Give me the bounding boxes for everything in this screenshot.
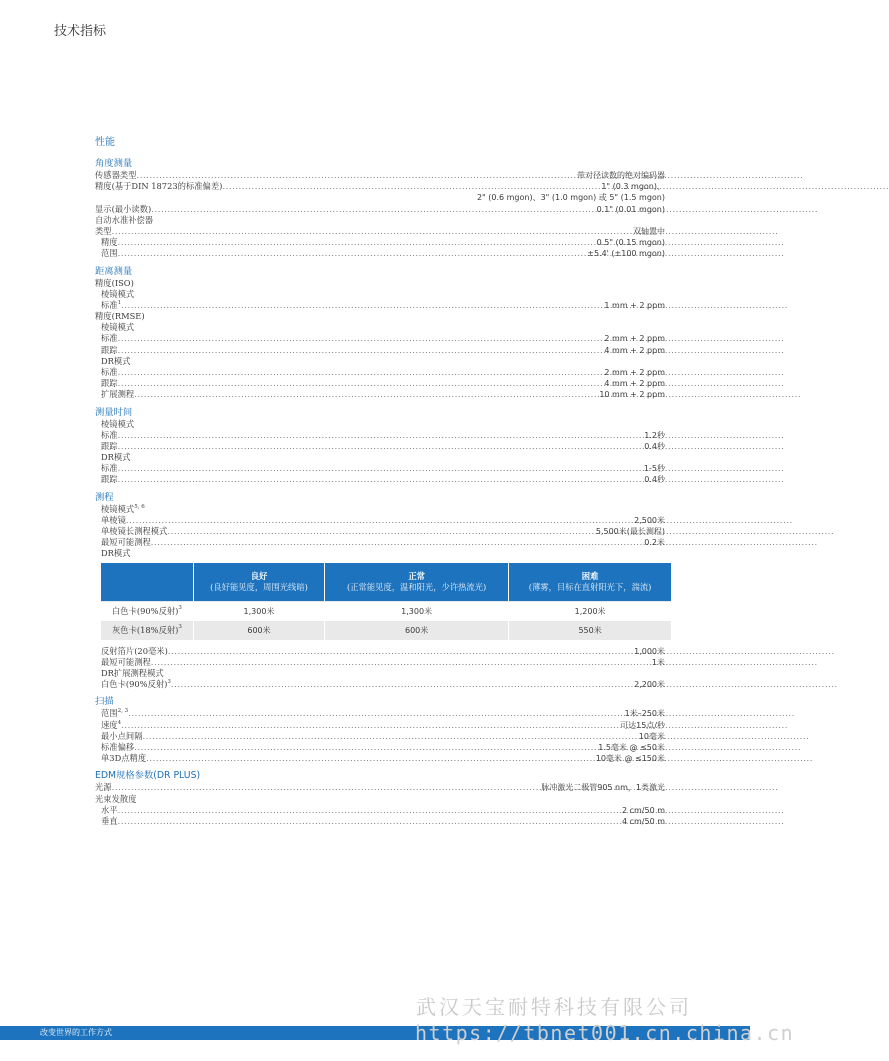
spec-label [101, 526, 167, 537]
footer-text: 改变世界的工作方式 [40, 1028, 112, 1037]
spec-label [95, 226, 112, 237]
spec-label [101, 657, 151, 668]
spec-value: 可达15点/秒 [620, 720, 665, 730]
spec-label [95, 204, 151, 215]
spec-subheading-text: 棱镜模式 [101, 503, 135, 514]
spec-label [101, 679, 171, 690]
dot-leader [118, 345, 605, 356]
spec-label-text: 水平 [101, 804, 118, 815]
spec-label [101, 816, 118, 827]
spec-label [101, 378, 118, 389]
spec-label-text: 跟踪 [101, 474, 118, 485]
spec-row [95, 204, 665, 215]
spec-subheading [95, 668, 665, 679]
spec-section [95, 407, 665, 486]
spec-value: 10毫米 [638, 731, 665, 741]
spec-label-text: 跟踪 [101, 440, 118, 451]
page-title: 技术指标 [54, 24, 107, 39]
spec-label-text: 最短可能测程 [101, 656, 151, 667]
spec-label-text: 反射箔片(20毫米) [101, 645, 168, 656]
table-cell: 1,200米 [509, 601, 671, 621]
spec-subheading-text: 自动水准补偿器 [95, 214, 154, 225]
spec-value: 4 mm + 2 ppm [604, 345, 665, 355]
spec-value: 0.2米 [644, 538, 665, 548]
spec-subheading-text: 精度(ISO) [95, 277, 134, 288]
spec-label-text: 标准 [101, 366, 118, 377]
spec-label [101, 537, 151, 548]
spec-label-text: 光源 [95, 782, 112, 793]
spec-row [95, 237, 665, 248]
spec-label [101, 708, 128, 719]
dot-leader [118, 805, 622, 816]
dot-leader [128, 708, 625, 719]
spec-label-text: 类型 [95, 225, 112, 236]
spec-label-text: 精度(基于DIN 18723的标准偏差) [95, 181, 223, 192]
dot-leader [171, 679, 634, 690]
section-title: 角度测量 [95, 158, 133, 169]
dot-leader [134, 389, 599, 400]
section-title: 测程 [95, 491, 114, 503]
spec-value: 2 cm/50 m [621, 805, 665, 815]
dot-leader [151, 537, 644, 548]
footnote-mark: 3 [178, 605, 182, 612]
spec-subheading [95, 504, 665, 515]
spec-label-text: 标准偏移 [101, 741, 135, 752]
spec-row [95, 515, 665, 526]
spec-row [95, 333, 665, 344]
spec-value: 脉冲激光二极管905 nm，1类激光 [541, 783, 665, 793]
spec-subheading-text: DR扩展测程模式 [101, 668, 164, 678]
dot-leader [118, 441, 645, 452]
section-title: 测量时间 [95, 406, 133, 418]
header-title: 正常 [408, 570, 425, 581]
spec-label [101, 345, 118, 356]
spec-label-text: 传感器类型 [95, 169, 137, 180]
company-watermark: 武汉天宝耐特科技有限公司 [416, 995, 692, 1019]
spec-value: 1 mm + 2 ppm [604, 300, 665, 310]
dot-leader [118, 430, 645, 441]
spec-subheading [95, 548, 665, 559]
spec-value: 5,500米(最长测程) [595, 527, 665, 537]
spec-value: 2,500米 [634, 515, 665, 525]
spec-subheading [95, 215, 665, 226]
spec-subheading-text: 棱镜模式 [101, 322, 135, 333]
spec-row [95, 430, 665, 441]
spec-subheading [95, 311, 665, 322]
spec-subheading-text: 精度(RMSE) [95, 311, 145, 322]
spec-label [95, 181, 222, 192]
footnote-mark: 1 [117, 299, 122, 306]
dot-leader [118, 367, 605, 378]
table-header-cell [193, 563, 324, 602]
footnote-mark: 2, 3 [117, 708, 129, 715]
spec-subheading-text: 棱镜模式 [101, 288, 135, 299]
spec-label [101, 300, 121, 311]
dr-range-table [101, 563, 671, 640]
spec-label-text: 垂直 [101, 815, 118, 826]
table-row-label [101, 601, 193, 621]
table-cell: 1,300米 [325, 601, 509, 621]
spec-label-text: 白色卡(90%反射) [101, 679, 168, 690]
spec-row [95, 753, 665, 764]
dot-leader [118, 248, 588, 259]
dot-leader [137, 170, 578, 181]
table-header-row [101, 563, 671, 602]
spec-label [101, 753, 146, 764]
spec-label-text: 标准 [101, 299, 118, 310]
dot-leader [222, 181, 601, 192]
spec-row [95, 475, 665, 486]
footnote-mark: 3 [167, 679, 171, 686]
spec-label [101, 720, 121, 731]
dot-leader [121, 720, 620, 731]
spec-value: 2 mm + 2 ppm [604, 334, 665, 344]
table-header-cell [101, 563, 193, 602]
spec-value: 10毫米 @ ≤150米 [595, 754, 665, 764]
spec-value: 10 mm + 2 ppm [599, 390, 665, 400]
header-condition: (薄雾，目标在直射阳光下，湍流) [528, 581, 652, 592]
spec-section [95, 266, 665, 401]
spec-subheading [95, 794, 665, 805]
row-label-text: 灰色卡(18%反射) [112, 625, 179, 636]
spec-label [101, 367, 118, 378]
spec-section [95, 770, 665, 827]
spec-section [95, 492, 665, 691]
spec-label [101, 237, 118, 248]
spec-value: 1米–250米 [624, 709, 665, 719]
spec-row [95, 345, 665, 356]
spec-value: 双轴置中 [633, 226, 665, 236]
spec-value: ±5.4' (±100 mgon) [587, 249, 665, 259]
spec-label-text: 范围 [101, 248, 118, 259]
spec-subheading [95, 419, 665, 430]
spec-row [95, 463, 665, 474]
footer-url: https://tbnet001.cn.china.cn [415, 1021, 795, 1045]
spec-row [95, 300, 665, 311]
spec-label [95, 782, 112, 793]
dot-leader [167, 526, 595, 537]
spec-label [101, 805, 118, 816]
spec-subheading-text: 棱镜模式 [101, 418, 135, 429]
spec-subheading [95, 278, 665, 289]
spec-label-text: 最小点间隔 [101, 730, 143, 741]
dot-leader [118, 816, 622, 827]
spec-subheading [95, 289, 665, 300]
spec-label-text: 显示(最小读数) [95, 203, 152, 214]
header-title: 良好 [250, 570, 268, 581]
dot-leader [112, 226, 633, 237]
spec-row [95, 378, 665, 389]
dot-leader [118, 333, 605, 344]
spec-value: 2" (0.6 mgon)、3" (1.0 mgon) 或 5" (1.5 mgon) [476, 193, 665, 203]
spec-value: 1,000米 [634, 646, 665, 656]
spec-label-text: 精度 [101, 237, 118, 248]
spec-label-text: 标准 [101, 429, 118, 440]
dot-leader [151, 204, 596, 215]
spec-label [101, 731, 143, 742]
dot-leader [168, 646, 634, 657]
header-condition: (正常能见度，温和阳光，少许热流光) [347, 581, 487, 592]
spec-subheading [95, 452, 665, 463]
footnote-mark: 5, 6 [134, 503, 145, 510]
table-header-cell [325, 563, 509, 602]
dot-leader [112, 782, 542, 793]
spec-label [101, 474, 118, 485]
spec-value: 0.1" (0.01 mgon) [596, 204, 665, 214]
table-header-cell [509, 563, 671, 602]
spec-value: 带对径读数的绝对编码器 [577, 170, 665, 180]
table-row-label [101, 621, 193, 640]
spec-content [95, 133, 665, 827]
spec-row [95, 646, 665, 657]
spec-subheading-text: 光束发散度 [95, 793, 137, 804]
spec-subheading [95, 356, 665, 367]
spec-value: 1.5毫米 @ ≤50米 [598, 742, 665, 752]
dot-leader [118, 474, 645, 485]
spec-row [95, 226, 665, 237]
spec-row [95, 805, 665, 816]
spec-label-text: 跟踪 [101, 378, 118, 389]
spec-label [101, 742, 134, 753]
table-row [101, 621, 671, 640]
spec-row [95, 389, 665, 400]
spec-subheading [95, 322, 665, 333]
spec-subheading-text: DR模式 [101, 548, 131, 559]
spec-subheading-text: DR模式 [101, 355, 131, 366]
spec-value: 2 mm + 2 ppm [604, 367, 665, 377]
spec-label-text: 单棱镜 [101, 514, 126, 525]
table-cell: 550米 [509, 621, 671, 640]
spec-label [101, 515, 126, 526]
dot-leader [143, 731, 639, 742]
spec-label-text: 标准 [101, 463, 118, 474]
spec-label [101, 430, 118, 441]
spec-row [95, 742, 665, 753]
spec-row [95, 720, 665, 731]
spec-row [95, 708, 665, 719]
footnote-mark: 4 [117, 719, 122, 726]
spec-label-text: 跟踪 [101, 344, 118, 355]
spec-row [95, 657, 665, 668]
spec-label-text: 最短可能测程 [101, 537, 151, 548]
dot-leader [134, 742, 598, 753]
spec-value: 0.4秒 [644, 475, 665, 485]
spec-section [95, 696, 665, 764]
spec-subheading-text: DR模式 [101, 452, 131, 463]
spec-value: 0.4秒 [644, 441, 665, 451]
table-cell: 600米 [325, 621, 509, 640]
footnote-mark: 3 [178, 624, 182, 631]
spec-row [95, 537, 665, 548]
dot-leader [151, 657, 652, 668]
dot-leader [118, 237, 597, 248]
spec-label [95, 170, 137, 181]
spec-label [101, 248, 118, 259]
main-heading: 性能 [95, 137, 115, 148]
spec-value: 1-5秒 [643, 464, 665, 474]
spec-row [95, 782, 665, 793]
spec-value: 1米 [651, 657, 665, 667]
section-title: EDM规格参数(DR PLUS) [95, 770, 201, 782]
spec-section [95, 158, 665, 260]
spec-label-text: 单3D点精度 [101, 753, 147, 764]
spec-value: 1" (0.3 mgon)、 [601, 182, 665, 192]
spec-row-continuation [95, 192, 665, 203]
dot-leader [118, 378, 605, 389]
spec-label-text: 标准 [101, 333, 118, 344]
dot-leader [126, 515, 634, 526]
header-condition: (良好能见度，周围光线暗) [210, 581, 308, 592]
spec-value: 0.5" (0.15 mgon) [596, 238, 665, 248]
spec-row [95, 367, 665, 378]
spec-sections [95, 158, 665, 827]
spec-label [101, 646, 168, 657]
spec-value: 4 cm/50 m [621, 816, 665, 826]
spec-row [95, 248, 665, 259]
spec-label [101, 441, 118, 452]
spec-label-text: 扩展测程 [101, 389, 135, 400]
spec-label [101, 463, 118, 474]
row-label-text: 白色卡(90%反射) [112, 606, 179, 617]
spec-value: 2,200米 [634, 680, 665, 690]
spec-row [95, 170, 665, 181]
dot-leader [146, 753, 596, 764]
spec-label-text: 范围 [101, 708, 118, 719]
dot-leader [118, 463, 644, 474]
table-cell: 600米 [193, 621, 324, 640]
section-title: 距离测量 [95, 265, 133, 277]
spec-value: 4 mm + 2 ppm [604, 379, 665, 389]
spec-label [101, 389, 134, 400]
dot-leader [121, 300, 604, 311]
spec-row [95, 526, 665, 537]
spec-row [95, 441, 665, 452]
spec-value: 1.2秒 [644, 430, 665, 440]
table-row [101, 601, 671, 621]
spec-row [95, 731, 665, 742]
spec-row [95, 816, 665, 827]
section-title: 扫描 [95, 696, 114, 708]
spec-label-text: 速度 [101, 719, 118, 730]
header-title: 困难 [581, 570, 599, 581]
spec-label [101, 333, 118, 344]
spec-row [95, 679, 665, 690]
spec-label-text: 单棱镜长测程模式 [101, 526, 168, 537]
table-cell: 1,300米 [193, 601, 324, 621]
spec-row [95, 181, 665, 192]
